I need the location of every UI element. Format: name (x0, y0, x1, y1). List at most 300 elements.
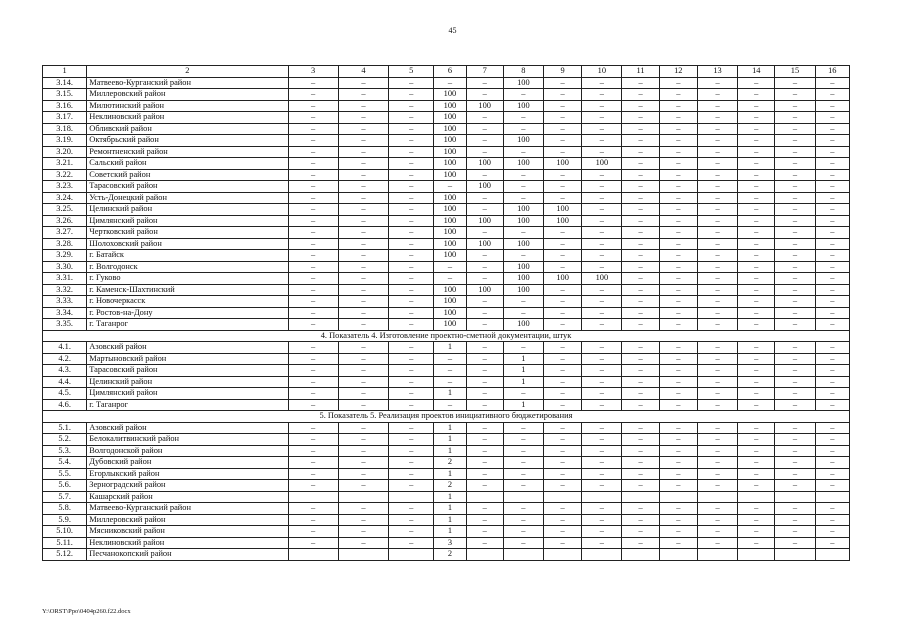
value-cell: 1 (434, 503, 466, 515)
value-cell: 100 (544, 158, 582, 170)
value-cell: – (582, 353, 622, 365)
value-cell: – (466, 537, 503, 549)
district-name: г. Новочеркасск (87, 296, 288, 308)
district-name: Зерноградский район (87, 480, 288, 492)
value-cell (775, 549, 815, 561)
value-cell: – (738, 399, 775, 411)
column-header: 9 (544, 66, 582, 78)
value-cell: – (434, 353, 466, 365)
value-cell: – (582, 503, 622, 515)
value-cell: – (697, 273, 737, 285)
value-cell: – (338, 526, 388, 538)
value-cell: – (659, 480, 697, 492)
value-cell: – (503, 388, 543, 400)
table-row (43, 319, 850, 331)
value-cell: – (338, 204, 388, 216)
row-number: 3.24. (43, 192, 87, 204)
value-cell: 100 (582, 158, 622, 170)
value-cell: – (582, 468, 622, 480)
value-cell: – (434, 181, 466, 193)
column-header: 1 (43, 66, 87, 78)
value-cell: 100 (466, 284, 503, 296)
table-row (43, 273, 850, 285)
value-cell: – (815, 284, 849, 296)
value-cell: – (544, 434, 582, 446)
value-cell: – (466, 445, 503, 457)
value-cell: – (775, 457, 815, 469)
value-cell: 100 (503, 238, 543, 250)
value-cell: – (815, 181, 849, 193)
value-cell: – (659, 250, 697, 262)
value-cell: – (582, 307, 622, 319)
value-cell: – (338, 434, 388, 446)
value-cell: – (389, 112, 434, 124)
value-cell: – (659, 307, 697, 319)
value-cell: – (775, 146, 815, 158)
value-cell: – (775, 192, 815, 204)
value-cell: – (544, 112, 582, 124)
value-cell: 1 (434, 468, 466, 480)
value-cell: – (697, 284, 737, 296)
value-cell: – (389, 514, 434, 526)
value-cell: – (466, 89, 503, 101)
value-cell: – (622, 146, 659, 158)
value-cell: – (659, 296, 697, 308)
value-cell: – (622, 284, 659, 296)
column-header: 13 (697, 66, 737, 78)
value-cell: – (659, 342, 697, 354)
value-cell: – (503, 537, 543, 549)
district-name: г. Ростов-на-Дону (87, 307, 288, 319)
district-name: Егорлыкский район (87, 468, 288, 480)
row-number: 3.19. (43, 135, 87, 147)
value-cell: – (738, 307, 775, 319)
value-cell: – (582, 169, 622, 181)
value-cell: – (544, 296, 582, 308)
value-cell: – (466, 422, 503, 434)
table-row (43, 422, 850, 434)
value-cell: – (815, 457, 849, 469)
value-cell (815, 549, 849, 561)
value-cell: – (288, 273, 338, 285)
value-cell: – (697, 537, 737, 549)
value-cell: 100 (434, 250, 466, 262)
value-cell: – (582, 135, 622, 147)
value-cell: – (659, 376, 697, 388)
row-number: 3.35. (43, 319, 87, 331)
value-cell: – (544, 227, 582, 239)
value-cell: – (815, 503, 849, 515)
value-cell: 100 (503, 158, 543, 170)
value-cell: – (815, 169, 849, 181)
table-row (43, 215, 850, 227)
value-cell: – (622, 307, 659, 319)
value-cell: – (738, 388, 775, 400)
value-cell: – (622, 319, 659, 331)
value-cell: – (466, 169, 503, 181)
value-cell: – (544, 468, 582, 480)
value-cell: – (582, 89, 622, 101)
value-cell: 100 (466, 215, 503, 227)
value-cell: 3 (434, 537, 466, 549)
value-cell: – (582, 388, 622, 400)
value-cell: – (775, 169, 815, 181)
district-name: Неклиновский район (87, 537, 288, 549)
value-cell: 100 (466, 100, 503, 112)
value-cell (338, 491, 388, 503)
value-cell: 100 (503, 204, 543, 216)
table-row (43, 296, 850, 308)
value-cell: – (503, 468, 543, 480)
value-cell: – (622, 169, 659, 181)
value-cell: – (697, 399, 737, 411)
table-row (43, 503, 850, 515)
value-cell: – (503, 445, 543, 457)
value-cell: – (544, 503, 582, 515)
table-row (43, 181, 850, 193)
value-cell: 2 (434, 549, 466, 561)
value-cell: – (622, 457, 659, 469)
value-cell: – (466, 227, 503, 239)
district-name: Усть-Донецкий район (87, 192, 288, 204)
value-cell: – (815, 342, 849, 354)
value-cell (622, 491, 659, 503)
value-cell: – (815, 227, 849, 239)
value-cell: – (697, 434, 737, 446)
value-cell: – (697, 514, 737, 526)
section-row (43, 411, 850, 423)
value-cell: – (389, 353, 434, 365)
value-cell: – (503, 227, 543, 239)
value-cell: – (288, 365, 338, 377)
value-cell (466, 549, 503, 561)
row-number: 3.26. (43, 215, 87, 227)
value-cell: – (338, 112, 388, 124)
value-cell: – (659, 399, 697, 411)
value-cell: – (544, 457, 582, 469)
value-cell: – (815, 399, 849, 411)
table-row (43, 135, 850, 147)
value-cell: – (659, 181, 697, 193)
value-cell: – (338, 307, 388, 319)
value-cell: – (815, 307, 849, 319)
value-cell: – (389, 365, 434, 377)
value-cell: – (815, 204, 849, 216)
value-cell: – (697, 77, 737, 89)
table-row (43, 192, 850, 204)
value-cell: – (738, 181, 775, 193)
file-path-footer: Y:\ORST\Ppo\0404p260.f22.docx (42, 608, 131, 615)
district-name: Миллеровский район (87, 89, 288, 101)
value-cell: – (503, 526, 543, 538)
value-cell: – (338, 365, 388, 377)
value-cell: – (288, 135, 338, 147)
value-cell: – (697, 158, 737, 170)
value-cell: – (389, 319, 434, 331)
row-number: 5.5. (43, 468, 87, 480)
row-number: 3.28. (43, 238, 87, 250)
value-cell: – (288, 227, 338, 239)
value-cell: – (389, 100, 434, 112)
value-cell: – (622, 422, 659, 434)
value-cell: – (659, 215, 697, 227)
value-cell: – (288, 158, 338, 170)
value-cell: – (622, 273, 659, 285)
value-cell: 100 (503, 135, 543, 147)
district-name: г. Волгодонск (87, 261, 288, 273)
value-cell: – (738, 169, 775, 181)
value-cell: – (738, 100, 775, 112)
value-cell: – (544, 422, 582, 434)
row-number: 3.27. (43, 227, 87, 239)
value-cell: 1 (434, 434, 466, 446)
district-name: Тарасовский район (87, 365, 288, 377)
value-cell: – (775, 238, 815, 250)
value-cell: – (659, 284, 697, 296)
value-cell: – (659, 503, 697, 515)
value-cell: – (338, 100, 388, 112)
table-row (43, 514, 850, 526)
value-cell: – (815, 215, 849, 227)
value-cell (544, 491, 582, 503)
value-cell: – (697, 503, 737, 515)
value-cell: – (738, 434, 775, 446)
value-cell: – (338, 273, 388, 285)
column-header: 12 (659, 66, 697, 78)
value-cell: – (466, 319, 503, 331)
value-cell: 1 (503, 399, 543, 411)
value-cell: – (338, 537, 388, 549)
value-cell: – (659, 457, 697, 469)
value-cell (815, 491, 849, 503)
value-cell: 100 (503, 273, 543, 285)
value-cell: – (338, 399, 388, 411)
table-row (43, 480, 850, 492)
value-cell: – (659, 146, 697, 158)
value-cell: 1 (503, 365, 543, 377)
value-cell (288, 549, 338, 561)
value-cell: – (389, 89, 434, 101)
value-cell: – (622, 353, 659, 365)
value-cell: – (697, 353, 737, 365)
value-cell (659, 549, 697, 561)
value-cell: – (697, 388, 737, 400)
value-cell: – (466, 146, 503, 158)
value-cell: – (582, 434, 622, 446)
value-cell: – (738, 227, 775, 239)
value-cell: – (697, 100, 737, 112)
value-cell: – (697, 238, 737, 250)
row-number: 3.22. (43, 169, 87, 181)
row-number: 3.32. (43, 284, 87, 296)
value-cell: – (544, 250, 582, 262)
value-cell: – (697, 169, 737, 181)
value-cell: – (582, 537, 622, 549)
value-cell: – (288, 388, 338, 400)
value-cell: – (659, 353, 697, 365)
row-number: 3.17. (43, 112, 87, 124)
value-cell: – (288, 89, 338, 101)
value-cell (738, 549, 775, 561)
value-cell: 1 (503, 376, 543, 388)
row-number: 3.14. (43, 77, 87, 89)
district-name: Волгодонской район (87, 445, 288, 457)
row-number: 4.1. (43, 342, 87, 354)
value-cell (775, 491, 815, 503)
value-cell: – (697, 468, 737, 480)
district-name: Матвеево-Курганский район (87, 77, 288, 89)
value-cell: – (815, 388, 849, 400)
value-cell: – (389, 192, 434, 204)
district-name: Милютинский район (87, 100, 288, 112)
value-cell: – (815, 250, 849, 262)
value-cell: – (434, 365, 466, 377)
value-cell: – (738, 503, 775, 515)
value-cell: – (815, 514, 849, 526)
value-cell: – (659, 227, 697, 239)
value-cell: – (775, 537, 815, 549)
value-cell: – (503, 112, 543, 124)
value-cell: 100 (434, 307, 466, 319)
value-cell: 100 (466, 181, 503, 193)
value-cell: – (389, 457, 434, 469)
value-cell: – (622, 192, 659, 204)
value-cell: – (738, 112, 775, 124)
value-cell: – (582, 319, 622, 331)
value-cell: – (466, 192, 503, 204)
table-row (43, 365, 850, 377)
value-cell: – (503, 514, 543, 526)
value-cell: – (288, 215, 338, 227)
value-cell: – (622, 112, 659, 124)
value-cell: – (288, 307, 338, 319)
value-cell (503, 491, 543, 503)
column-header: 8 (503, 66, 543, 78)
value-cell: – (622, 526, 659, 538)
value-cell: 100 (434, 89, 466, 101)
value-cell: – (775, 388, 815, 400)
value-cell: – (815, 192, 849, 204)
value-cell: – (582, 284, 622, 296)
value-cell: – (815, 100, 849, 112)
value-cell: – (544, 537, 582, 549)
value-cell: – (466, 434, 503, 446)
value-cell: – (503, 503, 543, 515)
value-cell: – (582, 123, 622, 135)
row-number: 5.3. (43, 445, 87, 457)
value-cell: – (738, 480, 775, 492)
value-cell: – (775, 227, 815, 239)
value-cell: – (815, 89, 849, 101)
value-cell: 1 (434, 445, 466, 457)
value-cell: – (338, 296, 388, 308)
value-cell: – (544, 192, 582, 204)
column-header: 10 (582, 66, 622, 78)
value-cell: – (338, 480, 388, 492)
value-cell: 100 (434, 296, 466, 308)
table-row (43, 261, 850, 273)
value-cell (697, 491, 737, 503)
value-cell: – (622, 250, 659, 262)
value-cell: – (738, 365, 775, 377)
value-cell: – (775, 342, 815, 354)
value-cell: 100 (434, 319, 466, 331)
table-row (43, 457, 850, 469)
value-cell: – (338, 445, 388, 457)
table-row (43, 204, 850, 216)
value-cell: – (738, 468, 775, 480)
row-number: 5.7. (43, 491, 87, 503)
value-cell: – (288, 146, 338, 158)
value-cell: – (775, 158, 815, 170)
value-cell: – (389, 445, 434, 457)
value-cell: – (544, 365, 582, 377)
value-cell: – (544, 146, 582, 158)
section-title: 5. Показатель 5. Реализация проектов инициативного бюджетирования (43, 411, 850, 423)
value-cell: – (815, 112, 849, 124)
table-row (43, 250, 850, 262)
value-cell: – (503, 434, 543, 446)
column-header: 11 (622, 66, 659, 78)
value-cell: – (622, 204, 659, 216)
indicator-table (42, 65, 850, 561)
value-cell: – (738, 342, 775, 354)
value-cell: – (738, 192, 775, 204)
value-cell: – (389, 158, 434, 170)
section-title: 4. Показатель 4. Изготовление проектно-сметной документации, штук (43, 330, 850, 342)
value-cell: – (338, 514, 388, 526)
value-cell: – (338, 227, 388, 239)
row-number: 3.33. (43, 296, 87, 308)
value-cell: – (815, 365, 849, 377)
value-cell: – (697, 215, 737, 227)
value-cell: – (659, 261, 697, 273)
value-cell: – (338, 342, 388, 354)
value-cell: – (544, 388, 582, 400)
value-cell: – (288, 480, 338, 492)
value-cell: 100 (434, 112, 466, 124)
table-row (43, 307, 850, 319)
value-cell: – (582, 227, 622, 239)
row-number: 4.6. (43, 399, 87, 411)
value-cell: – (288, 250, 338, 262)
value-cell: – (738, 250, 775, 262)
value-cell: – (582, 399, 622, 411)
value-cell: – (738, 158, 775, 170)
value-cell: – (622, 215, 659, 227)
value-cell: – (544, 445, 582, 457)
value-cell: – (288, 112, 338, 124)
value-cell: – (466, 376, 503, 388)
value-cell: – (815, 376, 849, 388)
value-cell: – (738, 319, 775, 331)
value-cell: – (288, 353, 338, 365)
value-cell: – (582, 215, 622, 227)
district-name: Неклиновский район (87, 112, 288, 124)
column-header: 14 (738, 66, 775, 78)
row-number: 5.1. (43, 422, 87, 434)
value-cell: – (815, 77, 849, 89)
value-cell: – (288, 319, 338, 331)
value-cell: – (466, 480, 503, 492)
value-cell: – (775, 468, 815, 480)
value-cell: – (815, 238, 849, 250)
value-cell: – (466, 353, 503, 365)
value-cell: – (389, 480, 434, 492)
value-cell: – (389, 146, 434, 158)
value-cell: – (738, 204, 775, 216)
value-cell: – (738, 238, 775, 250)
